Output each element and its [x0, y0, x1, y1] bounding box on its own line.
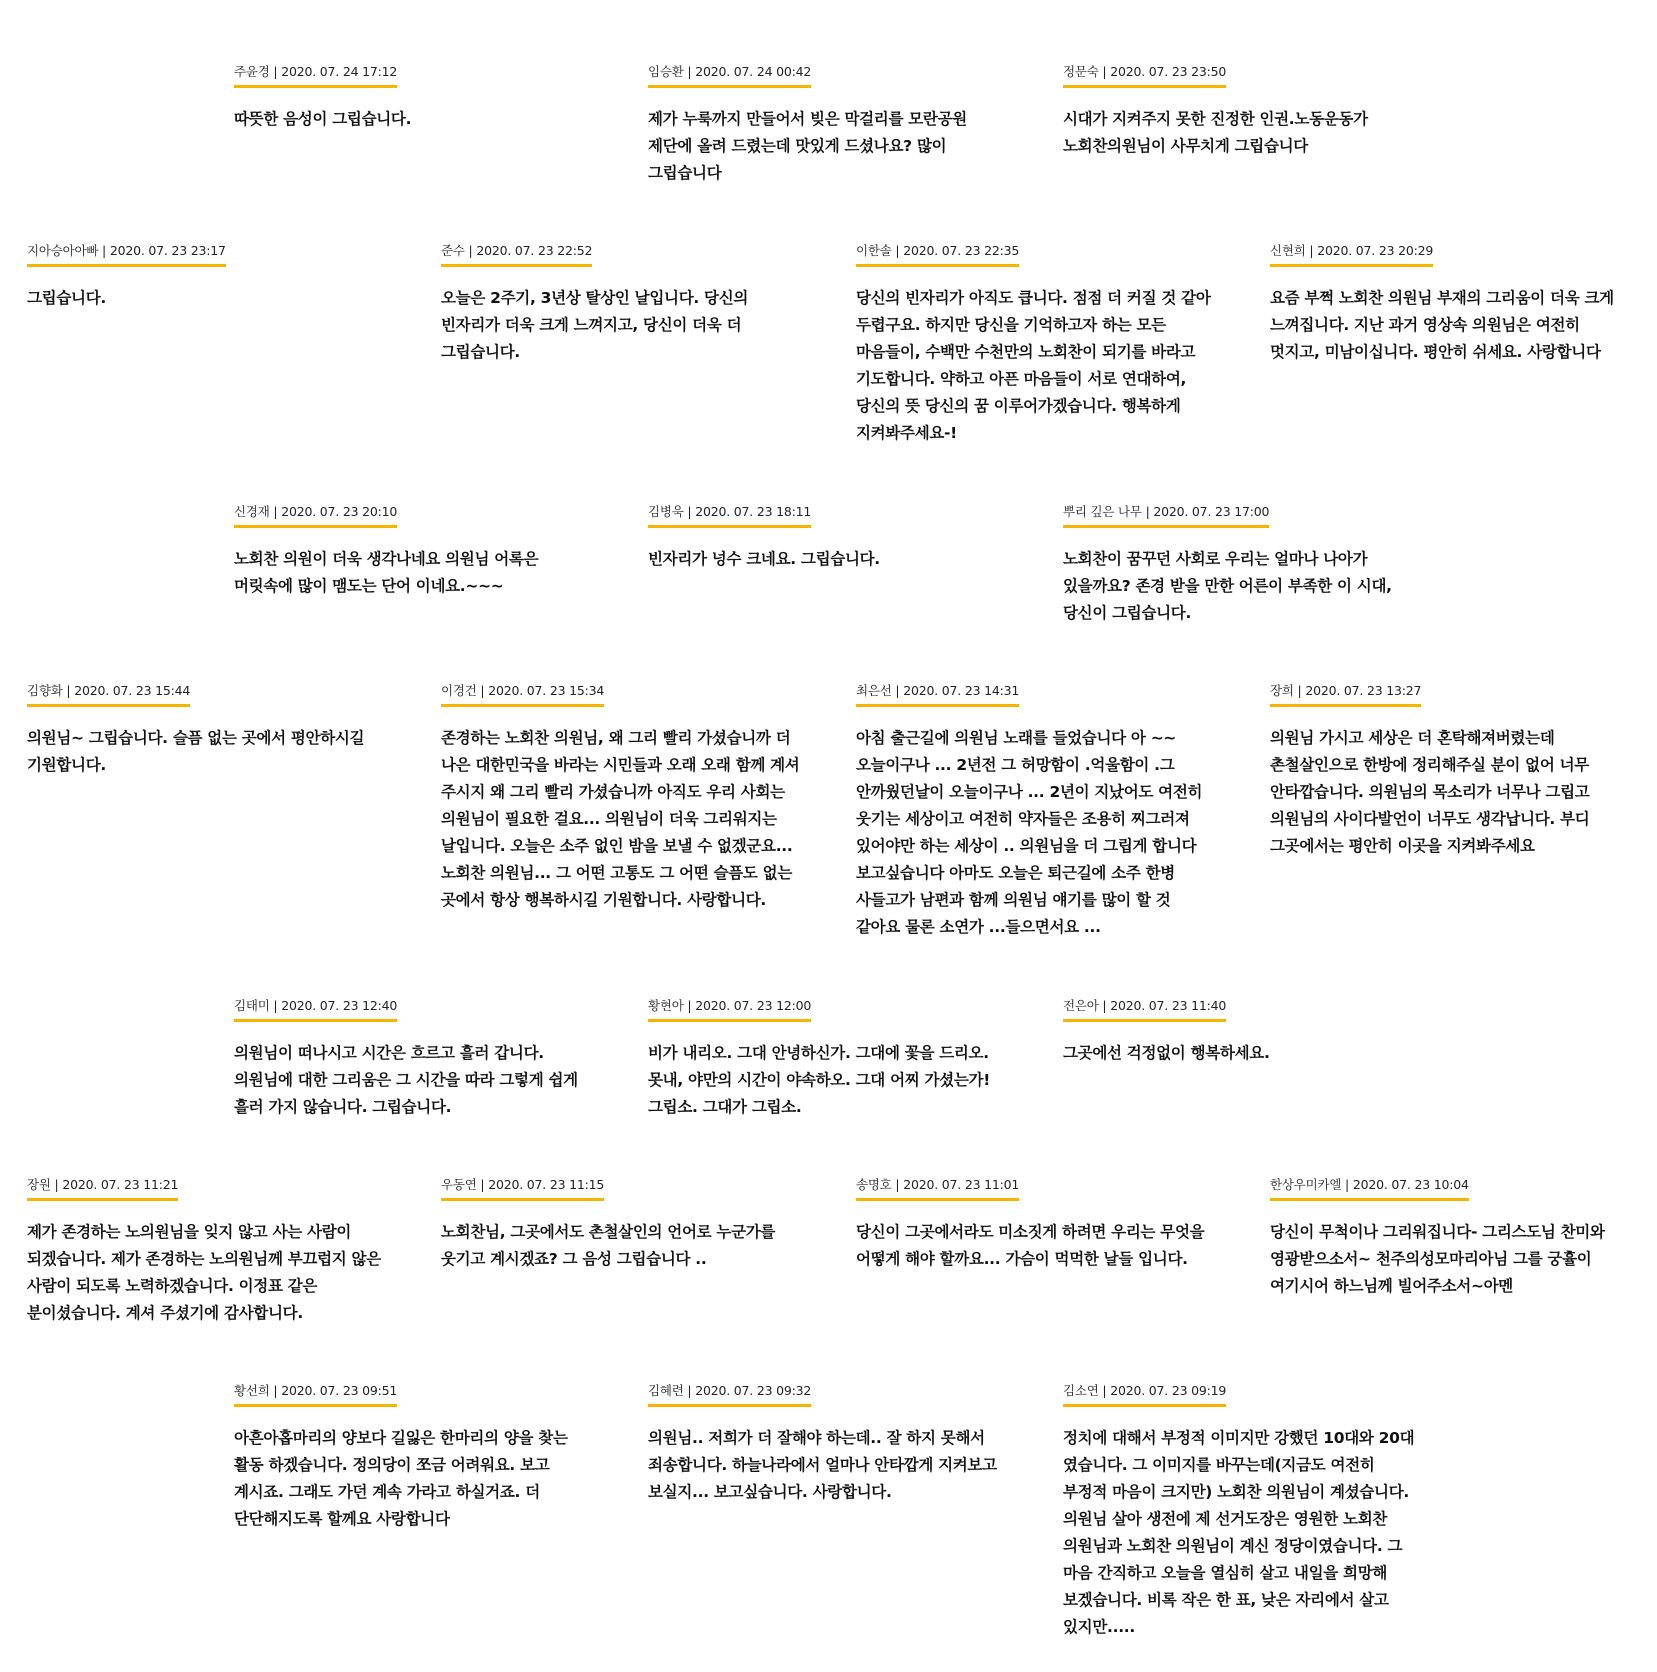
comment-author: 이경건 — [441, 683, 477, 698]
comment-card — [27, 240, 387, 312]
comment-date: 2020. 07. 23 11:40 — [1110, 998, 1227, 1013]
comment-author: 황현아 — [648, 998, 684, 1013]
comment-date: 2020. 07. 23 15:34 — [488, 683, 605, 698]
comment-date: 2020. 07. 23 22:35 — [903, 243, 1020, 258]
comment-meta: 전은아 | 2020. 07. 23 11:40 — [1063, 996, 1226, 1022]
comment-meta: 김태미 | 2020. 07. 23 12:40 — [234, 996, 397, 1022]
comment-author: 김향화 — [27, 683, 63, 698]
comment-date: 2020. 07. 23 13:27 — [1305, 683, 1422, 698]
comment-card — [648, 61, 1008, 187]
comment-date: 2020. 07. 23 11:01 — [903, 1177, 1020, 1192]
comment-text: 정치에 대해서 부정적 이미지만 강했던 10대와 20대 였습니다. 그 이미지를 바꾸는데(지금도 여전히 부정적 마음이 크지만) 노회찬 의원님이 계셨습니다. 의원님 살아 생전에 제 선거도장은 영원한 노회찬 의원님과 노회찬 의원님이 계신 정당이였습니다. 그 마음 간직하고 오늘을 열심히 살고 내일을 희망해 보겠습니다. 비록 작은 한 표, 낮은 자리에서 살고 있지만..... — [1063, 1429, 1415, 1636]
comment-author: 김소연 — [1063, 1383, 1099, 1398]
comment-card — [234, 61, 594, 133]
comment-date: 2020. 07. 23 09:32 — [695, 1383, 812, 1398]
comment-meta: 김혜련 | 2020. 07. 23 09:32 — [648, 1381, 811, 1407]
comment-author: 장원 — [27, 1177, 51, 1192]
comment-text: 비가 내리오. 그대 안녕하신가. 그대에 꽃을 드리오. 못내, 야만의 시간이 야속하오. 그대 어찌 가셨는가! 그립소. 그대가 그립소. — [648, 1044, 990, 1116]
comment-text: 의원님 가시고 세상은 더 혼탁해져버렸는데 촌철살인으로 한방에 정리해주실 분이 없어 너무 안타깝습니다. 의원님의 목소리가 너무나 그립고 의원님의 사이다발언이 너무도 생각납니다. 부디 그곳에서는 평안히 이곳을 지켜봐주세요 — [1270, 729, 1590, 855]
comment-meta: 김향화 | 2020. 07. 23 15:44 — [27, 681, 190, 707]
comment-card — [1063, 1380, 1423, 1641]
comment-author: 김태미 — [234, 998, 270, 1013]
comment-date: 2020. 07. 23 10:04 — [1352, 1177, 1469, 1192]
comment-date: 2020. 07. 23 09:51 — [281, 1383, 398, 1398]
comment-meta: 지아승아아빠 | 2020. 07. 23 23:17 — [27, 241, 226, 267]
comment-meta: 장원 | 2020. 07. 23 11:21 — [27, 1175, 178, 1201]
comment-date: 2020. 07. 23 14:31 — [903, 683, 1020, 698]
comment-card — [648, 1380, 1008, 1506]
comment-meta: 황현아 | 2020. 07. 23 12:00 — [648, 996, 811, 1022]
comment-meta: 주윤경 | 2020. 07. 24 17:12 — [234, 62, 397, 88]
comment-meta: 송명호 | 2020. 07. 23 11:01 — [856, 1175, 1019, 1201]
comment-author: 최은선 — [856, 683, 892, 698]
comment-text: 당신이 무척이나 그리워집니다- 그리스도님 찬미와 영광받으소서~ 천주의성모마리아님 그를 궁휼이 여기시어 하느님께 빌어주소서~아멘 — [1270, 1223, 1605, 1295]
comment-text: 의원님~ 그립습니다. 슬픔 없는 곳에서 평안하시길 기원합니다. — [27, 729, 365, 774]
comment-author: 준수 — [441, 243, 465, 258]
comment-meta: 신현희 | 2020. 07. 23 20:29 — [1270, 241, 1433, 267]
comment-text: 오늘은 2주기, 3년상 탈상인 날입니다. 당신의 빈자리가 더욱 크게 느껴지고, 당신이 더욱 더 그립습니다. — [441, 289, 749, 361]
comment-meta: 우동연 | 2020. 07. 23 11:15 — [441, 1175, 604, 1201]
comment-date: 2020. 07. 24 00:42 — [695, 64, 812, 79]
comment-date: 2020. 07. 23 18:11 — [695, 504, 812, 519]
comment-text: 시대가 지켜주지 못한 진정한 인권.노동운동가 노회찬의원님이 사무치게 그립습니다 — [1063, 110, 1368, 155]
comment-card — [1063, 501, 1423, 627]
comment-card — [27, 680, 387, 779]
comment-meta: 최은선 | 2020. 07. 23 14:31 — [856, 681, 1019, 707]
comment-card — [1270, 240, 1630, 366]
comment-date: 2020. 07. 23 11:15 — [488, 1177, 605, 1192]
comment-meta: 김병욱 | 2020. 07. 23 18:11 — [648, 502, 811, 528]
comment-text: 의원님.. 저희가 더 잘해야 하는데.. 잘 하지 못해서 죄송합니다. 하늘나라에서 얼마나 안타깝게 지켜보고 보실지... 보고싶습니다. 사랑합니다. — [648, 1429, 997, 1501]
comment-card — [234, 995, 594, 1121]
comment-date: 2020. 07. 23 09:19 — [1110, 1383, 1227, 1398]
comment-author: 김혜련 — [648, 1383, 684, 1398]
comment-date: 2020. 07. 23 12:40 — [281, 998, 398, 1013]
comment-card — [441, 680, 801, 914]
comment-card — [234, 501, 594, 600]
comment-author: 한상우미카엘 — [1270, 1177, 1342, 1192]
comment-meta: 이한솔 | 2020. 07. 23 22:35 — [856, 241, 1019, 267]
comment-author: 신현희 — [1270, 243, 1306, 258]
comment-date: 2020. 07. 23 23:50 — [1110, 64, 1227, 79]
comment-text: 당신이 그곳에서라도 미소짓게 하려면 우리는 무엇을 어떻게 해야 할까요... 가슴이 먹먹한 날들 입니다. — [856, 1223, 1205, 1268]
comment-author: 전은아 — [1063, 998, 1099, 1013]
comment-card — [441, 1174, 801, 1273]
comment-author: 황선희 — [234, 1383, 270, 1398]
comment-author: 신경재 — [234, 504, 270, 519]
comment-text: 제가 누룩까지 만들어서 빚은 막걸리를 모란공원 제단에 올려 드렸는데 맛있게 드셨나요? 많이 그립습니다 — [648, 110, 967, 182]
comment-meta: 임승환 | 2020. 07. 24 00:42 — [648, 62, 811, 88]
comment-meta: 한상우미카엘 | 2020. 07. 23 10:04 — [1270, 1175, 1469, 1201]
comment-card — [856, 240, 1216, 447]
comment-author: 주윤경 — [234, 64, 270, 79]
comment-date: 2020. 07. 23 22:52 — [476, 243, 593, 258]
comment-text: 노회찬이 꿈꾸던 사회로 우리는 얼마나 나아가 있을까요? 존경 받을 만한 어른이 부족한 이 시대, 당신이 그립습니다. — [1063, 550, 1392, 622]
comment-author: 송명호 — [856, 1177, 892, 1192]
comment-text: 의원님이 떠나시고 시간은 흐르고 흘러 갑니다. 의원님에 대한 그리움은 그 시간을 따라 그렇게 쉽게 흘러 가지 않습니다. 그립습니다. — [234, 1044, 578, 1116]
comment-date: 2020. 07. 23 23:17 — [109, 243, 226, 258]
comment-author: 정문숙 — [1063, 64, 1099, 79]
comment-text: 그립습니다. — [27, 289, 106, 307]
comment-text: 그곳에선 걱정없이 행복하세요. — [1063, 1044, 1270, 1062]
comment-card — [856, 680, 1216, 941]
comment-author: 우동연 — [441, 1177, 477, 1192]
comment-author: 이한솔 — [856, 243, 892, 258]
comment-date: 2020. 07. 23 11:21 — [62, 1177, 179, 1192]
comment-card — [27, 1174, 387, 1327]
comment-author: 임승환 — [648, 64, 684, 79]
comment-author: 지아승아아빠 — [27, 243, 99, 258]
comment-card — [648, 501, 1008, 573]
comment-meta: 정문숙 | 2020. 07. 23 23:50 — [1063, 62, 1226, 88]
comment-meta: 뿌리 깊은 나무 | 2020. 07. 23 17:00 — [1063, 502, 1269, 528]
comment-text: 제가 존경하는 노의원님을 잊지 않고 사는 사람이 되겠습니다. 제가 존경하는 노의원님께 부끄럽지 않은 사람이 되도록 노력하겠습니다. 이정표 같은 분이셨습니다. 계셔 주셨기에 감사합니다. — [27, 1223, 381, 1322]
comment-text: 노회찬 의원이 더욱 생각나네요 의원님 어록은 머릿속에 많이 맴도는 단어 이네요.~~~ — [234, 550, 539, 595]
comment-text: 노회찬님, 그곳에서도 촌철살인의 언어로 누군가를 웃기고 계시겠죠? 그 음성 그립습니다 .. — [441, 1223, 776, 1268]
comment-text: 존경하는 노회찬 의원님, 왜 그리 빨리 가셨습니까 더 나은 대한민국을 바라는 시민들과 오래 오래 함께 계셔 주시지 왜 그리 빨리 가셨습니까 아직도 우리 사회는 의원님이 필요한 걸요... 의원님이 더욱 그리워지는 날입니다. 오늘은 소주 없인 밤을 보낼 수 없겠군요... 노회찬 의원님... 그 어떤 고통도 그 어떤 슬픔도 없는 곳에서 항상 행복하시길 기원합니다. 사랑합니다. — [441, 729, 800, 909]
comment-date: 2020. 07. 24 17:12 — [281, 64, 398, 79]
comment-text: 따뜻한 음성이 그립습니다. — [234, 110, 412, 128]
comment-card — [648, 995, 1008, 1121]
comment-card — [1063, 61, 1423, 160]
comment-card — [234, 1380, 594, 1533]
comment-meta: 황선희 | 2020. 07. 23 09:51 — [234, 1381, 397, 1407]
comment-author: 뿌리 깊은 나무 — [1063, 504, 1142, 519]
comment-meta: 준수 | 2020. 07. 23 22:52 — [441, 241, 592, 267]
comment-date: 2020. 07. 23 20:10 — [281, 504, 398, 519]
comment-card — [1270, 680, 1630, 860]
comment-author: 장희 — [1270, 683, 1294, 698]
comment-text: 빈자리가 넝수 크네요. 그립습니다. — [648, 550, 880, 568]
comment-card — [1063, 995, 1423, 1067]
comment-card — [441, 240, 801, 366]
comment-text: 아흔아홉마리의 양보다 길잃은 한마리의 양을 찾는 활동 하겠습니다. 정의당이 쪼금 어려워요. 보고 계시죠. 그래도 가던 계속 가라고 하실거죠. 더 단단해지도록 할께요 사랑합니다 — [234, 1429, 568, 1528]
comment-date: 2020. 07. 23 15:44 — [74, 683, 191, 698]
comment-meta: 신경재 | 2020. 07. 23 20:10 — [234, 502, 397, 528]
comment-card — [1270, 1174, 1630, 1300]
comment-author: 김병욱 — [648, 504, 684, 519]
comment-date: 2020. 07. 23 17:00 — [1153, 504, 1270, 519]
comment-text: 아침 출근길에 의원님 노래를 들었습니다 아 ~~ 오늘이구나 ... 2년전 그 허망함이 .억울함이 .그 안까웠던날이 오늘이구나 ... 2년이 지났어도 여전히 웃기는 세상이고 여전히 약자들은 조용히 찌그러져 있어야만 하는 세상이 .. 의원님을 더 그립게 합니다 보고싶습니다 아마도 오늘은 퇴근길에 소주 한병 사들고가 남편과 함께 의원님 얘기를 많이 할 것 같아요 물론 소연가 ...들으면서요 ... — [856, 729, 1203, 936]
comment-date: 2020. 07. 23 20:29 — [1317, 243, 1434, 258]
comment-card — [856, 1174, 1216, 1273]
comment-text: 요즘 부쩍 노회찬 의원님 부재의 그리움이 더욱 크게 느껴집니다. 지난 과거 영상속 의원님은 여전히 멋지고, 미남이십니다. 평안히 쉬세요. 사랑합니다 — [1270, 289, 1614, 361]
comment-meta: 이경건 | 2020. 07. 23 15:34 — [441, 681, 604, 707]
comment-date: 2020. 07. 23 12:00 — [695, 998, 812, 1013]
comment-text: 당신의 빈자리가 아직도 큽니다. 점점 더 커질 것 같아 두렵구요. 하지만 당신을 기억하고자 하는 모든 마음들이, 수백만 수천만의 노회찬이 되기를 바라고 기도합니다. 약하고 아픈 마음들이 서로 연대하여, 당신의 뜻 당신의 꿈 이루어가겠습니다. 행복하게 지켜봐주세요-! — [856, 289, 1211, 442]
comment-meta: 장희 | 2020. 07. 23 13:27 — [1270, 681, 1421, 707]
comment-meta: 김소연 | 2020. 07. 23 09:19 — [1063, 1381, 1226, 1407]
